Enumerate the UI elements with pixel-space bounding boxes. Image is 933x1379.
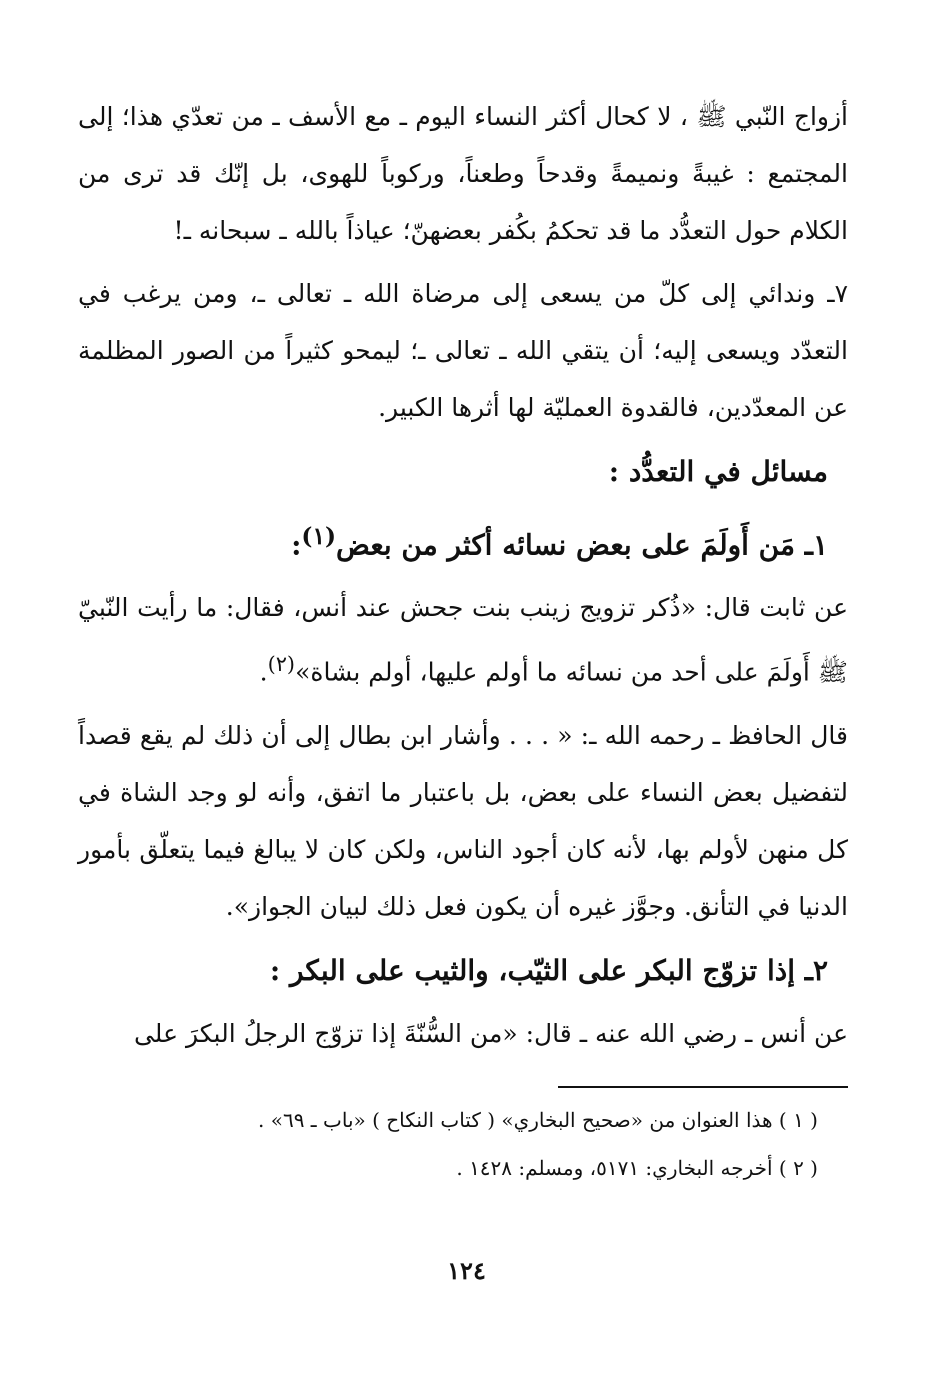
section-heading: مسائل في التعدُّد :: [608, 455, 828, 488]
page-number: ١٢٤: [447, 1256, 486, 1285]
paragraph-women-conduct: أزواج النّبي ﷺ ، لا كحال أكثر النساء اليوم ـ مع الأسف ـ من تعدّي هذا؛ إلى المجتمع : غيبةً ونميمةً وقدحاً وطعناً، وركوباً للهوى، بل إنّك قد ترى من الكلام حول التعدُّد ما قد تحكمُ بكُفر بعضهنّ؛ عياذاً بالله ـ سبحانه ـ!: [78, 102, 848, 245]
paragraph-call-to-polygamists: ٧ـ وندائي إلى كلّ من يسعى إلى مرضاة الله ـ تعالى ـ، ومن يرغب في التعدّد ويسعى إليه؛ أن يتقي الله ـ تعالى ـ؛ ليمحو كثيراً من الصور المظلمة عن المعدّدين، فالقدوة العمليّة لها أثرها الكبير.: [78, 279, 848, 422]
thabit-hadith-text: عن ثابت قال: «ذُكر تزويج زينب بنت جحش عند أنس، فقال: ما رأيت النّبيّ ﷺ أَولَمَ على أحد من نسائه ما أولم عليها، أولم بشاة»: [78, 593, 848, 687]
thabit-hadith-end: .: [259, 657, 268, 687]
footnote-1: ( ١ ) هذا العنوان من «صحيح البخاري» ( كتاب النكاح ) «باب ـ ٦٩» .: [258, 1108, 818, 1132]
footnote-divider: [558, 1086, 848, 1088]
issue-1-heading-colon: :: [291, 528, 302, 562]
footnote-ref-1[interactable]: (١): [301, 522, 337, 550]
issue-1-heading: [78, 506, 828, 575]
issue-2-heading: ٢ـ إذا تزوّج البكر على الثيّب، والثيب على البكر :: [269, 953, 828, 987]
paragraph-hafiz-commentary: قال الحافظ ـ رحمه الله ـ: « . . . وأشار ابن بطال إلى أن ذلك لم يقع قصداً لتفضيل بعض النساء على بعض، بل باعتبار ما اتفق، وأنه لو وجد الشاة في كل منهن لأولم بها، لأنه كان أجود الناس، ولكن كان لا يبالغ فيما يتعلّق بأمور الدنيا في التأنق. وجوَّز غيره أن يكون فعل ذلك لبيان الجواز».: [78, 720, 848, 921]
issue-1-heading-text: ١ـ مَن أَولَمَ على بعض نسائه أكثر من بعض: [336, 528, 828, 562]
page-body: [78, 88, 848, 1068]
footnotes-section: [78, 1086, 848, 1192]
footnote-ref-2[interactable]: (٢): [267, 652, 296, 677]
footnote-2: ( ٢ ) أخرجه البخاري: ٥١٧١، ومسلم: ١٤٢٨ .: [456, 1156, 818, 1180]
paragraph-thabit-hadith: [78, 579, 848, 700]
footnote-list: [78, 1096, 848, 1192]
paragraph-anas-hadith: عن أنس ـ رضي الله عنه ـ قال: «من السُّنّةَ إذا تزوّج الرجلُ البكرَ على: [133, 1018, 848, 1048]
